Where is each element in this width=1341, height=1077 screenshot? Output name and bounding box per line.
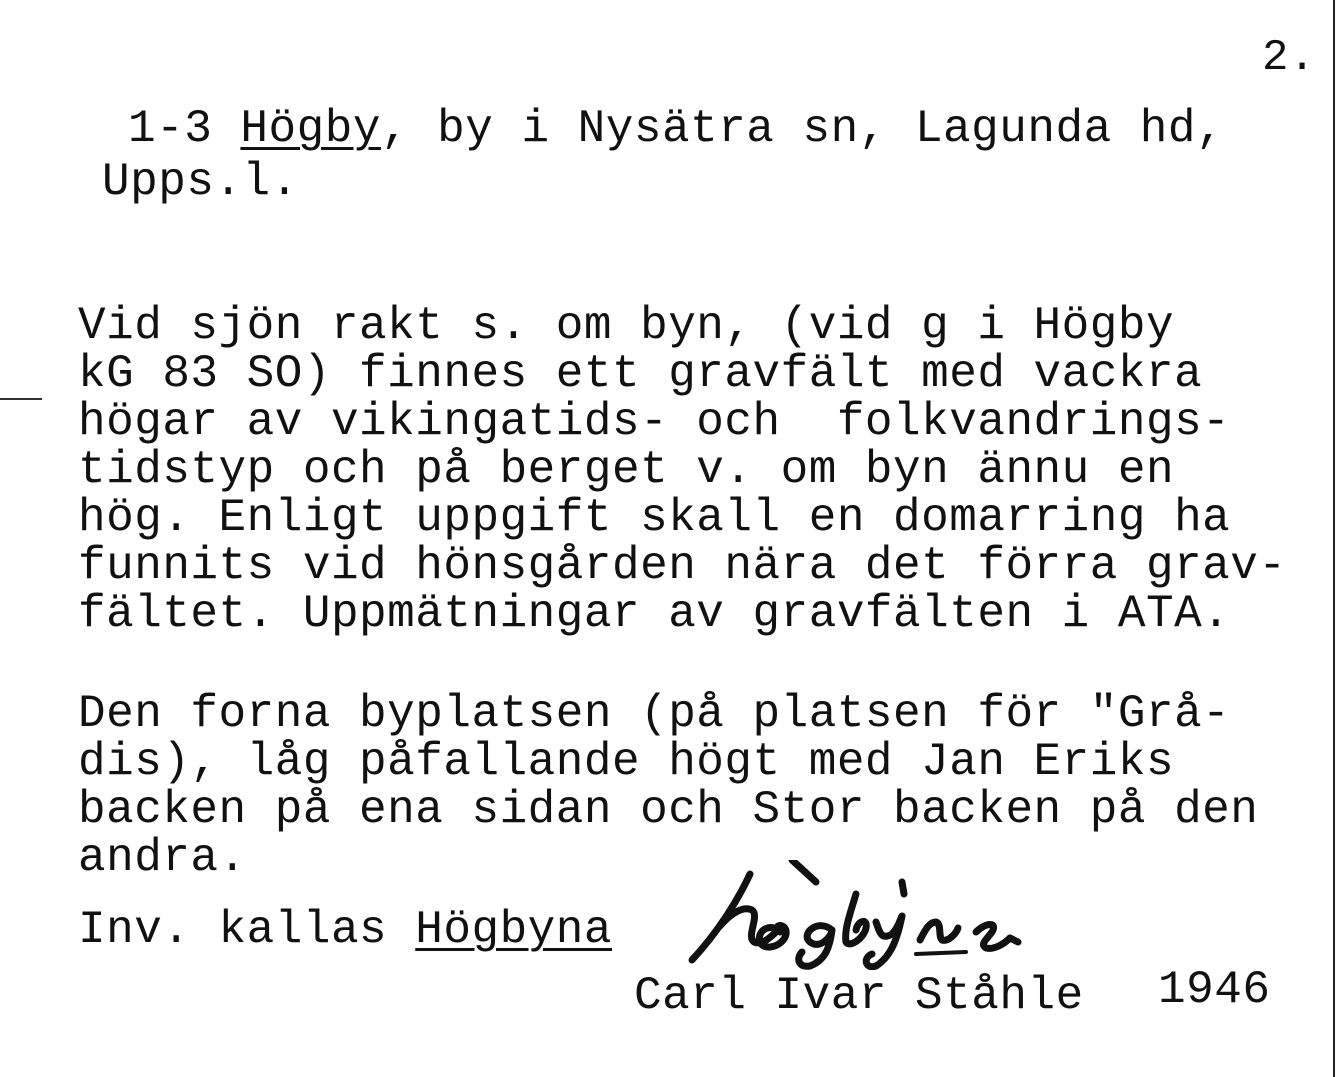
inventory-note-prefix: Inv. kallas [78,904,416,956]
heading-rest: , by i Nysätra sn, Lagunda hd, [380,103,1225,155]
heading-line-2: Upps.l. [102,156,299,208]
inventory-note-name: Högbyna [415,904,612,956]
heading-line-1 [128,105,1224,153]
paragraph-1-line: hög. Enligt uppgift skall en domarring ha [78,492,1231,544]
paragraph-1-line: Vid sjön rakt s. om byn, (vid g i Högby [78,300,1175,352]
handwritten-hogbyne-drawing [680,860,1140,970]
inventory-note [78,906,612,954]
signature-year: 1946 [1158,964,1271,1016]
paragraph-2-line: Den forna byplatsen (på platsen för "Grå- [78,688,1231,740]
signature-name: Carl Ivar Ståhle [634,970,1084,1022]
heading-prefix: 1-3 [128,103,241,155]
paragraph-1-line: fältet. Uppmätningar av gravfälten i ATA. [78,588,1231,640]
paragraph-2-line: andra. [78,832,247,884]
paragraph-2-line: backen på ena sidan och Stor backen på den [78,784,1259,836]
handwritten-annotation [680,860,1140,970]
paragraph-1-line: högar av vikingatids- och folkvandrings- [78,396,1231,448]
paragraph-1-line: tidstyp och på berget v. om byn ännu en [78,444,1175,496]
paragraph-2-line: dis), låg påfallande högt med Jan Eriks [78,736,1175,788]
margin-tick-mark [0,398,42,400]
card-edge-line [1333,0,1335,1077]
page-number: 2. [1262,33,1316,83]
heading-place: Högby [240,103,381,155]
paragraph-1-line: kG 83 SO) finnes ett gravfält med vackra [78,348,1203,400]
paragraph-1-line: funnits vid hönsgården nära det förra grav- [78,540,1287,592]
